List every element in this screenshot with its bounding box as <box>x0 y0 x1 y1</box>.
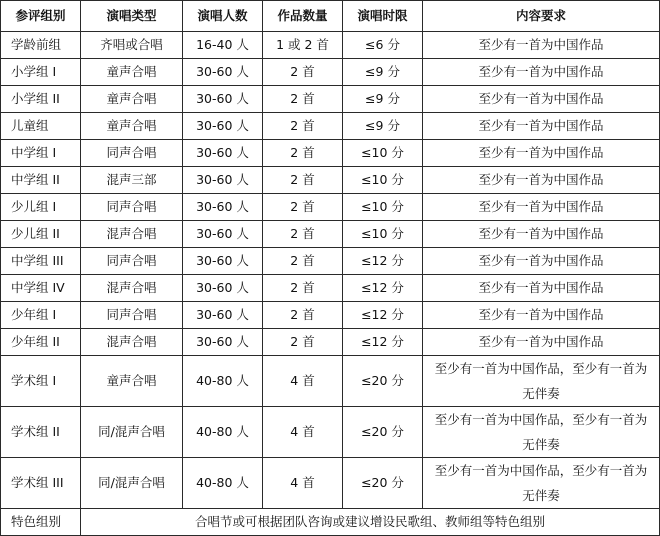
cell-time: ≤10 分 <box>343 140 423 167</box>
cell-content: 至少有一首为中国作品 <box>423 86 660 113</box>
cell-group: 中学组 I <box>1 140 81 167</box>
cell-pieces: 2 首 <box>263 329 343 356</box>
cell-size: 30-60 人 <box>183 140 263 167</box>
cell-type: 混声合唱 <box>81 329 183 356</box>
cell-type: 同声合唱 <box>81 140 183 167</box>
special-row <box>1 509 660 536</box>
cell-content: 至少有一首为中国作品 <box>423 59 660 86</box>
cell-pieces: 2 首 <box>263 194 343 221</box>
cell-group: 儿童组 <box>1 113 81 140</box>
cell-size: 30-60 人 <box>183 302 263 329</box>
cell-group: 学术组 III <box>1 458 81 509</box>
cell-size: 30-60 人 <box>183 248 263 275</box>
cell-group: 中学组 III <box>1 248 81 275</box>
cell-group: 少年组 II <box>1 329 81 356</box>
table-row <box>1 302 660 329</box>
cell-group: 学术组 I <box>1 356 81 407</box>
cell-time: ≤9 分 <box>343 59 423 86</box>
cell-time: ≤12 分 <box>343 302 423 329</box>
cell-size: 16-40 人 <box>183 32 263 59</box>
table-row <box>1 194 660 221</box>
table-row <box>1 167 660 194</box>
cell-time: ≤20 分 <box>343 458 423 509</box>
cell-group: 中学组 II <box>1 167 81 194</box>
cell-time: ≤6 分 <box>343 32 423 59</box>
cell-content: 至少有一首为中国作品 <box>423 221 660 248</box>
cell-type: 同声合唱 <box>81 194 183 221</box>
cell-type: 同声合唱 <box>81 302 183 329</box>
cell-pieces: 4 首 <box>263 458 343 509</box>
cell-content: 至少有一首为中国作品 <box>423 329 660 356</box>
cell-type: 混声合唱 <box>81 221 183 248</box>
cell-content: 至少有一首为中国作品 <box>423 194 660 221</box>
cell-time: ≤12 分 <box>343 248 423 275</box>
cell-group: 少年组 I <box>1 302 81 329</box>
cell-type: 童声合唱 <box>81 356 183 407</box>
table-row <box>1 113 660 140</box>
cell-pieces: 2 首 <box>263 113 343 140</box>
table-row <box>1 356 660 407</box>
cell-pieces: 2 首 <box>263 59 343 86</box>
table-row <box>1 275 660 302</box>
cell-time: ≤9 分 <box>343 86 423 113</box>
table-row <box>1 329 660 356</box>
table-row <box>1 458 660 509</box>
cell-size: 30-60 人 <box>183 275 263 302</box>
cell-type: 同声合唱 <box>81 248 183 275</box>
cell-pieces: 1 或 2 首 <box>263 32 343 59</box>
cell-pieces: 2 首 <box>263 248 343 275</box>
cell-group: 学术组 II <box>1 407 81 458</box>
cell-type: 同/混声合唱 <box>81 458 183 509</box>
cell-content: 至少有一首为中国作品 <box>423 32 660 59</box>
table-row <box>1 140 660 167</box>
cell-time: ≤12 分 <box>343 329 423 356</box>
cell-type: 混声三部 <box>81 167 183 194</box>
cell-group: 小学组 II <box>1 86 81 113</box>
special-description: 合唱节或可根据团队咨询或建议增设民歌组、教师组等特色组别 <box>81 509 660 536</box>
table-row <box>1 407 660 458</box>
cell-content: 至少有一首为中国作品，至少有一首为无伴奏 <box>423 458 660 509</box>
cell-content: 至少有一首为中国作品 <box>423 275 660 302</box>
header-type: 演唱类型 <box>81 1 183 32</box>
cell-content: 至少有一首为中国作品 <box>423 140 660 167</box>
cell-size: 30-60 人 <box>183 221 263 248</box>
cell-time: ≤9 分 <box>343 113 423 140</box>
table-row <box>1 86 660 113</box>
cell-size: 40-80 人 <box>183 458 263 509</box>
cell-content: 至少有一首为中国作品 <box>423 248 660 275</box>
cell-type: 同/混声合唱 <box>81 407 183 458</box>
cell-group: 学龄前组 <box>1 32 81 59</box>
cell-content: 至少有一首为中国作品 <box>423 113 660 140</box>
cell-time: ≤12 分 <box>343 275 423 302</box>
table-row <box>1 59 660 86</box>
cell-pieces: 2 首 <box>263 86 343 113</box>
header-row <box>1 1 660 32</box>
cell-content: 至少有一首为中国作品，至少有一首为无伴奏 <box>423 407 660 458</box>
header-time: 演唱时限 <box>343 1 423 32</box>
cell-time: ≤10 分 <box>343 167 423 194</box>
cell-time: ≤10 分 <box>343 221 423 248</box>
cell-group: 少儿组 II <box>1 221 81 248</box>
cell-type: 童声合唱 <box>81 59 183 86</box>
cell-size: 30-60 人 <box>183 86 263 113</box>
cell-content: 至少有一首为中国作品 <box>423 302 660 329</box>
cell-type: 童声合唱 <box>81 113 183 140</box>
header-group: 参评组别 <box>1 1 81 32</box>
special-label: 特色组别 <box>1 509 81 536</box>
header-pieces: 作品数量 <box>263 1 343 32</box>
cell-time: ≤20 分 <box>343 356 423 407</box>
cell-content: 至少有一首为中国作品 <box>423 167 660 194</box>
cell-pieces: 4 首 <box>263 407 343 458</box>
cell-time: ≤10 分 <box>343 194 423 221</box>
cell-time: ≤20 分 <box>343 407 423 458</box>
cell-pieces: 2 首 <box>263 140 343 167</box>
cell-size: 40-80 人 <box>183 407 263 458</box>
cell-pieces: 2 首 <box>263 302 343 329</box>
header-content: 内容要求 <box>423 1 660 32</box>
table-row <box>1 221 660 248</box>
cell-pieces: 2 首 <box>263 221 343 248</box>
cell-pieces: 2 首 <box>263 167 343 194</box>
cell-group: 小学组 I <box>1 59 81 86</box>
cell-size: 30-60 人 <box>183 59 263 86</box>
cell-pieces: 4 首 <box>263 356 343 407</box>
cell-content: 至少有一首为中国作品，至少有一首为无伴奏 <box>423 356 660 407</box>
cell-type: 童声合唱 <box>81 86 183 113</box>
cell-type: 混声合唱 <box>81 275 183 302</box>
table-row <box>1 32 660 59</box>
cell-size: 30-60 人 <box>183 194 263 221</box>
cell-group: 中学组 IV <box>1 275 81 302</box>
cell-type: 齐唱或合唱 <box>81 32 183 59</box>
cell-size: 40-80 人 <box>183 356 263 407</box>
cell-group: 少儿组 I <box>1 194 81 221</box>
cell-size: 30-60 人 <box>183 167 263 194</box>
table-row <box>1 248 660 275</box>
header-size: 演唱人数 <box>183 1 263 32</box>
cell-pieces: 2 首 <box>263 275 343 302</box>
cell-size: 30-60 人 <box>183 113 263 140</box>
cell-size: 30-60 人 <box>183 329 263 356</box>
